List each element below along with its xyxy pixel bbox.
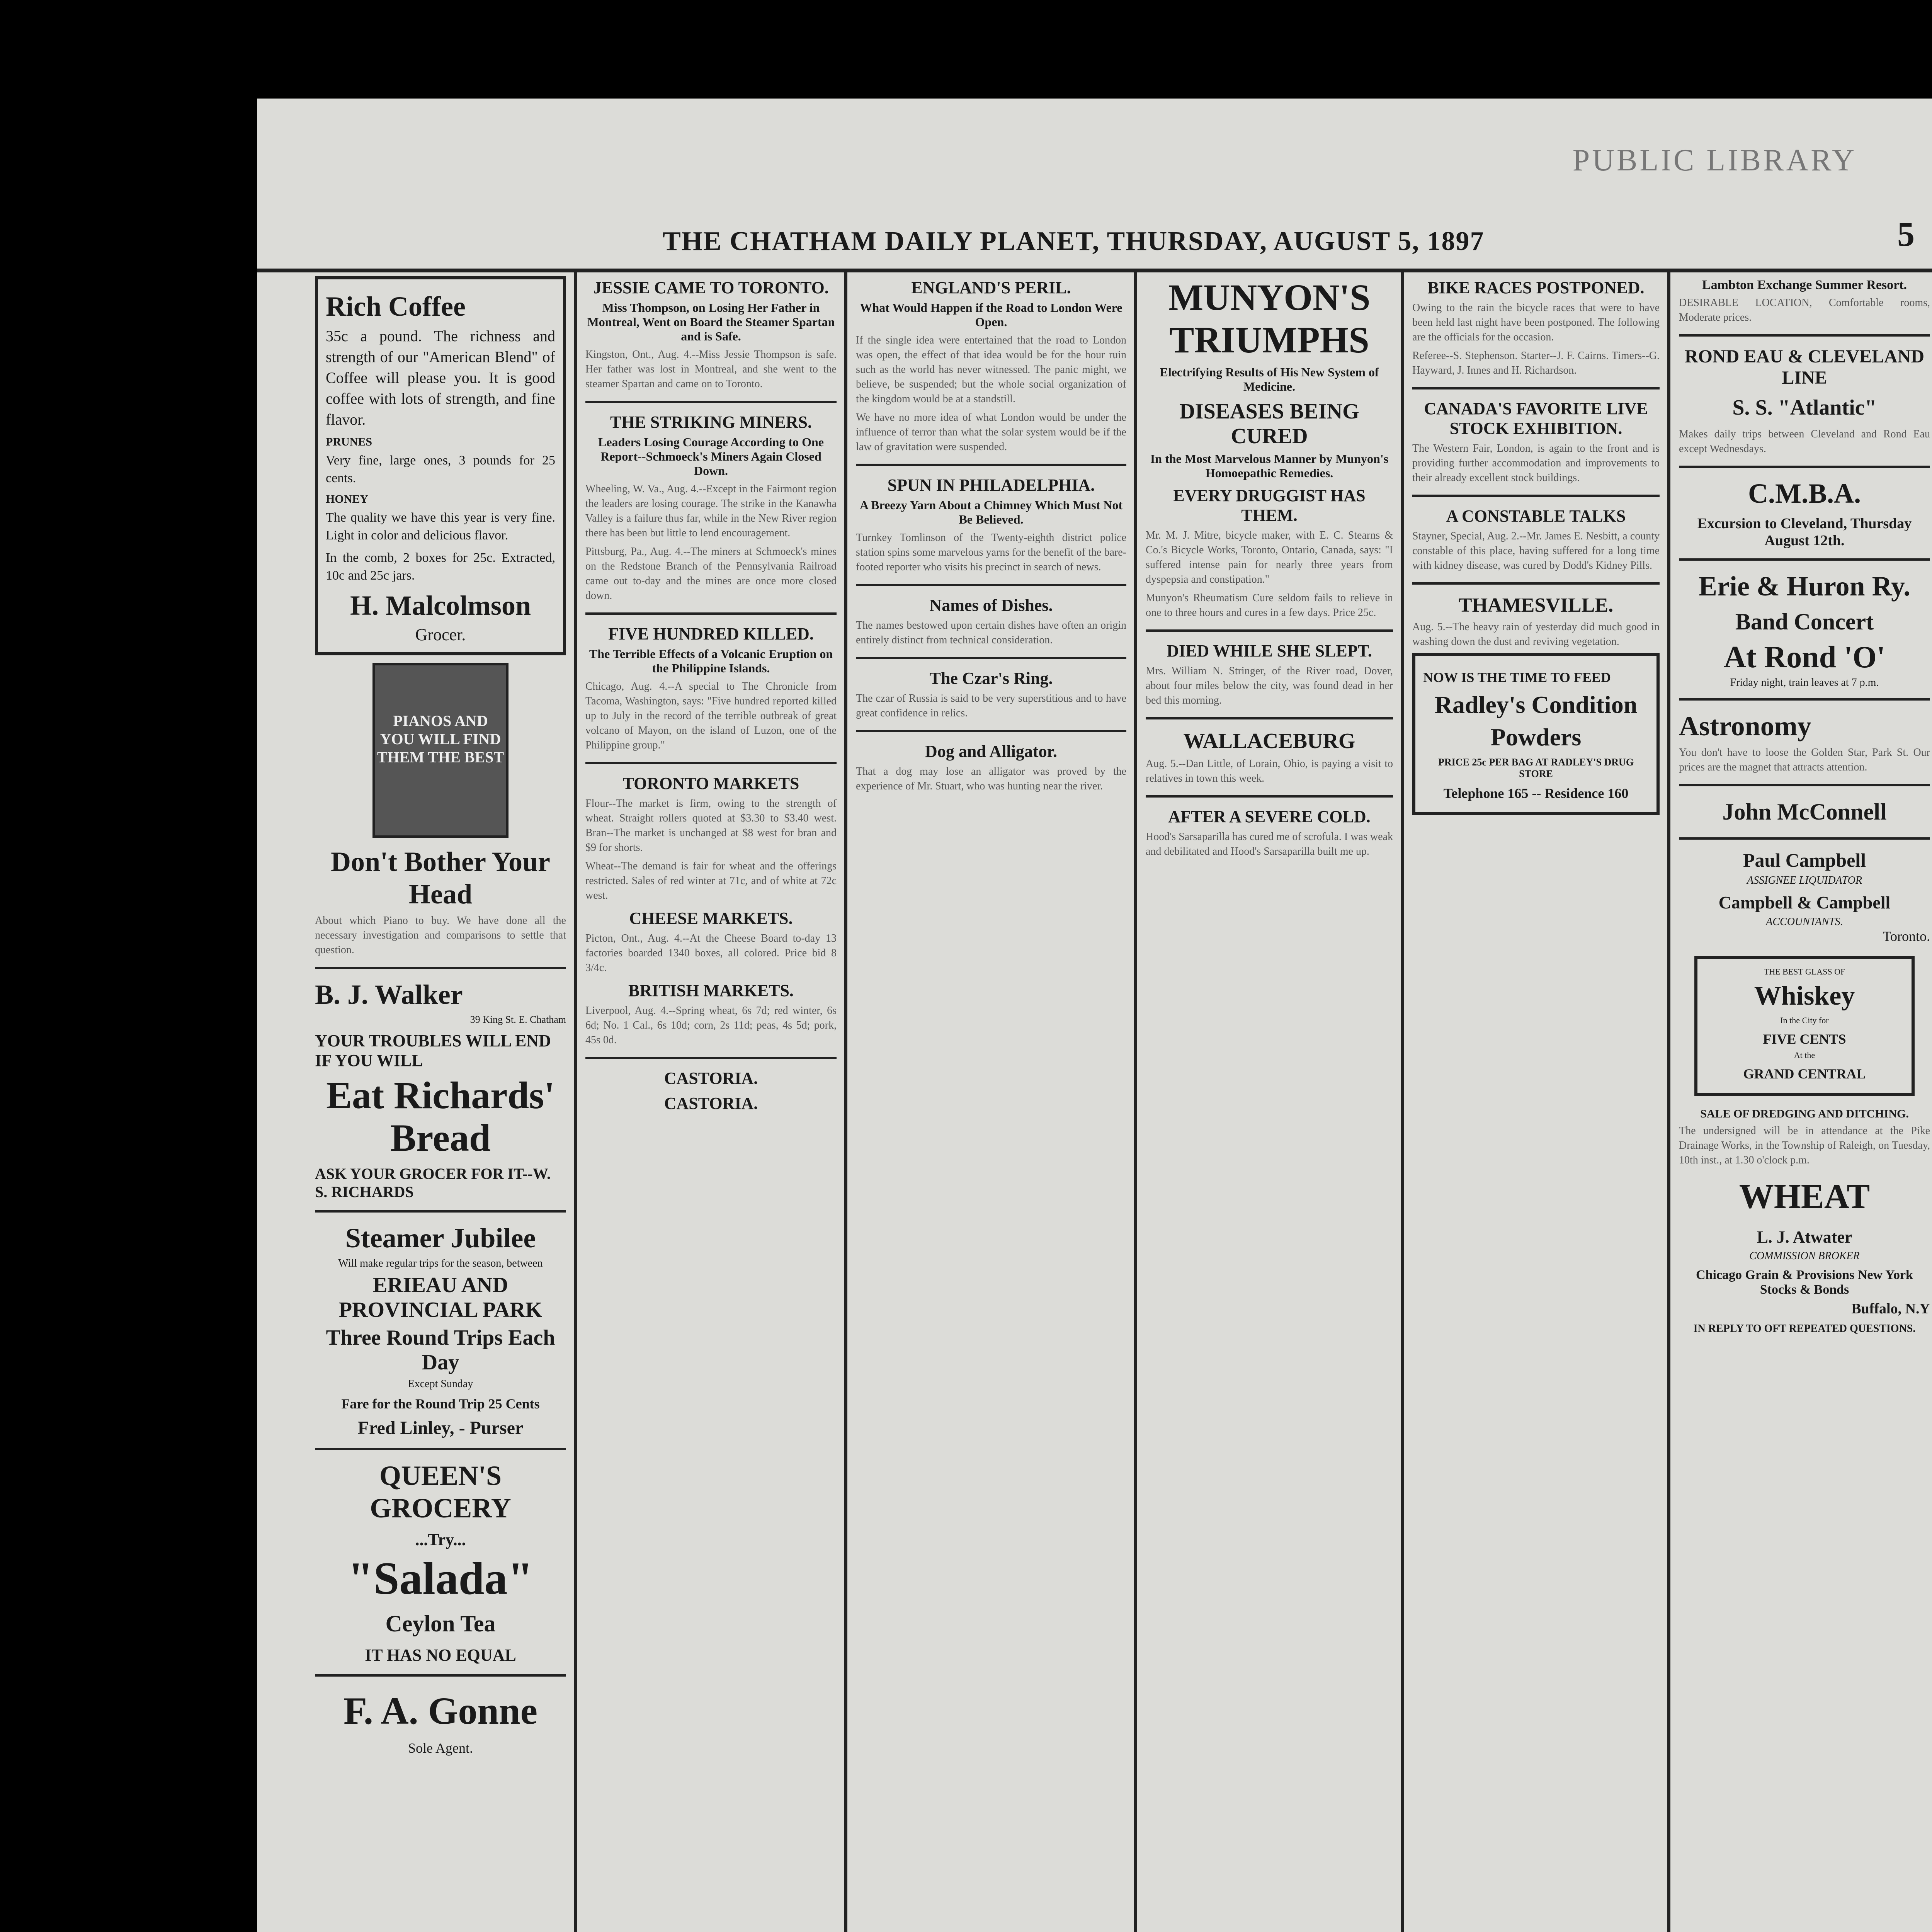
at-the: At the: [1794, 1050, 1815, 1060]
whiskey-ad: [1694, 956, 1915, 1096]
castoria-1: CASTORIA.: [664, 1069, 758, 1088]
radley-price: PRICE 25c PER BAG AT RADLEY'S DRUG STORE: [1438, 757, 1634, 779]
coffee-title: Rich Coffee: [326, 291, 466, 322]
column-rule: [1401, 272, 1404, 1932]
campbell-firm: Campbell & Campbell: [1718, 893, 1891, 912]
radley-ad: [1412, 653, 1660, 815]
diseases-cured: DISEASES BEING CURED: [1179, 400, 1359, 448]
headline-dog: Dog and Alligator.: [925, 742, 1057, 761]
newspaper-page: [257, 99, 1932, 1932]
castoria-2: CASTORIA.: [664, 1094, 758, 1113]
headline-bike: BIKE RACES POSTPONED.: [1427, 278, 1645, 297]
excursion-text: Excursion to Cleveland, Thursday August 12th.: [1697, 515, 1912, 549]
column-rule: [1667, 272, 1670, 1932]
page-number: 5: [1897, 215, 1915, 253]
column-5: BIKE RACES POSTPONED. Owing to the rain the bicycle races that were to have been held last night have been postponed. The following are the officials for the occasion. Referee--S. Stephenson. Starter--J. F. Cairns. Timers--G. Hayward, J. Innes and H. Richardson. CANADA'S FAVORITE LIVE STOCK EXHIBITION. The Western Fair, London, is again to the front and is providing further accommodation and improvements to their already excellent stock buildings. A CONSTABLE TALKS Stayner, Special, Aug. 2.--Mr. James E. Nesbitt, a county constable of this place, having suffered for a long time with kidney disease, was cured by Dodd's Kidney Pills. THAMESVILLE. Aug. 5.--The heavy rain of yesterday did much good in washing down the dust and reviving vegetation. NOW IS THE TIME TO FEED Radley's Condition Powders PRICE 25c PER BAG AT RADLEY'S DRUG STORE Telephone 165 -- Residence 160: [1412, 272, 1660, 1932]
headline-dishes: Names of Dishes.: [929, 596, 1053, 615]
assignee: ASSIGNEE LIQUIDATOR: [1747, 874, 1862, 886]
headline-czar: The Czar's Ring.: [929, 669, 1053, 688]
dredging-title: SALE OF DREDGING AND DITCHING.: [1700, 1107, 1909, 1120]
piano-text: PIANOS AND YOU WILL FIND THEM THE BEST: [377, 712, 504, 766]
grocer-name: H. Malcolmson: [350, 590, 531, 621]
gonne-name: F. A. Gonne: [343, 1689, 537, 1732]
piano-illustration: [372, 663, 509, 838]
headline-severe-cold: AFTER A SEVERE COLD.: [1168, 807, 1371, 826]
best-glass: THE BEST GLASS OF: [1764, 967, 1845, 976]
fare-text: Fare for the Round Trip 25 Cents: [341, 1396, 540, 1412]
every-druggist: EVERY DRUGGIST HAS THEM.: [1173, 486, 1366, 525]
atwater-name: L. J. Atwater: [1757, 1228, 1852, 1247]
headline-wallaceburg: WALLACEBURG: [1183, 729, 1355, 753]
commission-broker: COMMISSION BROKER: [1749, 1250, 1860, 1262]
no-equal: IT HAS NO EQUAL: [365, 1646, 516, 1665]
headline-jessie: JESSIE CAME TO TORONTO.: [593, 278, 829, 297]
reply-heading: IN REPLY TO OFT REPEATED QUESTIONS.: [1693, 1323, 1916, 1335]
column-6: Lambton Exchange Summer Resort. DESIRABLE LOCATION, Comfortable rooms, Moderate prices. ROND EAU & CLEVELAND LINE S. S. "Atlantic" Makes daily trips between Cleveland and Rond Eau except Wednesdays. C.M.B.A. Excursion to Cleveland, Thursday August 12th. Erie & Huron Ry. Band Concert At Rond 'O' Friday night, train leaves at 7 p.m. Astronomy You don't have to loose the Golden Star, Park St. Our prices are the magnet that attracts attention. John McConnell Paul Campbell ASSIGNEE LIQUIDATOR Campbell & Campbell ACCOUNTANTS. Toronto. THE BEST GLASS OF Whiskey In the City for FIVE CENTS At the GRAND CENTRAL SALE OF DREDGING AND DITCHING. The undersigned will be in attendance at the Pike Drainage Works, in the Township of Raleigh, on Tuesday, 10th inst., at 1.30 o'clock p.m. WHEAT L. J. Atwater COMMISSION BROKER Chicago Grain & Provisions New York Stocks & Bonds Buffalo, N.Y IN REPLY TO OFT REPEATED QUESTIONS.: [1679, 278, 1930, 1335]
rond-eau-line: ROND EAU & CLEVELAND LINE: [1684, 346, 1925, 388]
walker-address: 39 King St. E. Chatham: [470, 1014, 566, 1025]
column-4: MUNYON'S TRIUMPHS Electrifying Results of His New System of Medicine. DISEASES BEING CURED In the Most Marvelous Manner by Munyon's Homoepathic Remedies. EVERY DRUGGIST HAS THEM. Mr. M. J. Mitre, bicycle maker, with E. C. Stearns & Co.'s Bicycle Works, Toronto, Ontario, Canada, says: "I suffered intense pain for nearly three years from dyspepsia and constipation." Munyon's Rheumatism Cure seldom fails to relieve in one to three hours and cures in a few days. Price 25c. DIED WHILE SHE SLEPT. Mrs. William N. Stringer, of the River road, Dover, about four miles below the city, was found dead in her bed this morning. WALLACEBURG Aug. 5.--Dan Little, of Lorain, Ohio, is paying a visit to relatives in town this week. AFTER A SEVERE COLD. Hood's Sarsaparilla has cured me of scrofula. I was weak and debilitated and Hood's Sarsaparilla built me up.: [1146, 277, 1393, 857]
mcconnell-name: John McConnell: [1722, 799, 1887, 825]
wheat-title: WHEAT: [1739, 1177, 1870, 1216]
subhead-killed: The Terrible Effects of a Volcanic Eruption on the Philippine Islands.: [589, 647, 833, 675]
subhead-miners: Leaders Losing Courage According to One Report--Schmoeck's Miners Again Closed Down.: [598, 435, 824, 478]
bother-title: Don't Bother Your Head: [330, 846, 551, 910]
ceylon-tea: Ceylon Tea: [385, 1611, 496, 1636]
headline-british: BRITISH MARKETS.: [628, 981, 794, 1000]
radley-title: Radley's Condition Powders: [1434, 691, 1638, 751]
bread-title: Eat Richards' Bread: [326, 1074, 555, 1159]
chicago-grain: Chicago Grain & Provisions New York Stocks & Bonds: [1696, 1268, 1913, 1297]
sole-agent: Sole Agent.: [408, 1740, 473, 1756]
munyon-sub2: In the Most Marvelous Manner by Munyon's Homoepathic Remedies.: [1150, 452, 1389, 480]
friday-night: Friday night, train leaves at 7 p.m.: [1730, 677, 1879, 689]
band-concert: Band Concert: [1735, 609, 1874, 634]
headline-canada: CANADA'S FAVORITE LIVE STOCK EXHIBITION.: [1424, 399, 1648, 438]
astronomy-title: Astronomy: [1679, 711, 1811, 742]
campbell-name: Paul Campbell: [1743, 849, 1866, 871]
subhead-jessie: Miss Thompson, on Losing Her Father in Montreal, Went on Board the Steamer Spartan and is Safe.: [587, 301, 835, 343]
headline-killed: FIVE HUNDRED KILLED.: [608, 624, 814, 643]
radley-telephone: Telephone 165 -- Residence 160: [1443, 786, 1629, 801]
library-stamp: PUBLIC LIBRARY: [1572, 143, 1857, 177]
erieau-park: ERIEAU AND PROVINCIAL PARK: [338, 1273, 543, 1322]
try-text: ...Try...: [415, 1530, 466, 1549]
munyon-title: MUNYON'S TRIUMPHS: [1168, 277, 1371, 361]
round-trips: Three Round Trips Each Day: [326, 1326, 555, 1374]
except-sunday: Except Sunday: [408, 1378, 473, 1390]
column-rule: [574, 272, 577, 1932]
erie-title: Erie & Huron Ry.: [1698, 571, 1911, 602]
subhead-philadelphia: A Breezy Yarn About a Chimney Which Must Not Be Believed.: [859, 498, 1123, 526]
headline-toronto-markets: TORONTO MARKETS: [622, 774, 799, 793]
rond-o: At Rond 'O': [1724, 640, 1885, 674]
column-rule: [844, 272, 847, 1932]
headline-died: DIED WHILE SHE SLEPT.: [1167, 641, 1372, 660]
headline-england: ENGLAND'S PERIL.: [911, 278, 1071, 297]
prunes-label: PRUNES: [326, 435, 372, 448]
column-3: ENGLAND'S PERIL. What Would Happen if the Road to London Were Open. If the single idea were entertained that the road to London was open, the effect of that idea would be for the hour ruin such as the world has never witnessed. The panic might, we believe, be suspended; but the whole social organization of the kingdom would be at a standstill. We have no more idea of what London would be under the influence of terror than what the solar system would be if the law of gravitation were suspended. SPUN IN PHILADELPHIA. A Breezy Yarn About a Chimney Which Must Not Be Believed. Turnkey Tomlinson of the Twenty-eighth district police station spins some marvelous yarns for the benefit of the bare-footed reporter who visits his precinct in search of news. Names of Dishes. The names bestowed upon certain dishes have often an origin entirely distinct from technical consideration. The Czar's Ring. The czar of Russia is said to be very superstitious and to have great confidence in relics. Dog and Alligator. That a dog may lose an alligator was proved by the experience of Mr. Stuart, who was hunting near the river.: [856, 278, 1126, 792]
subhead-england: What Would Happen if the Road to London Were Open.: [860, 301, 1122, 329]
steamer-sub: Will make regular trips for the season, between: [338, 1257, 543, 1269]
column-1: Rich Coffee 35c a pound. The richness and strength of our "American Blend" of Coffee will please you. It is good coffee with lots of strength, and fine flavor. PRUNES Very fine, large ones, 3 pounds for 25 cents. HONEY The quality we have this year is very fine. Light in color and delicious flavor. In the comb, 2 boxes for 25c. Extracted, 10c and 25c jars. H. Malcolmson Grocer. PIANOS AND YOU WILL FIND THEM THE BEST Don't Bother Your Head About which Piano to buy. We have done all the necessary investigation and comparisons to settle that question. B. J. Walker 39 King St. E. Chatham YOUR TROUBLES WILL END IF YOU WILL Eat Richards' Bread ASK YOUR GROCER FOR IT--W. S. RICHARDS Steamer Jubilee Will make regular trips for the season, between ERIEAU AND PROVINCIAL PARK Three Round Trips Each Day Except Sunday Fare for the Round Trip 25 Cents Fred Linley, - Purser QUEEN'S GROCERY ...Try... "Salada" Ceylon Tea IT HAS NO EQUAL F. A. Gonne Sole Agent.: [315, 272, 566, 1932]
lambton-title: Lambton Exchange Summer Resort.: [1702, 278, 1907, 292]
masthead-title: THE CHATHAM DAILY PLANET, THURSDAY, AUGUST 5, 1897: [663, 226, 1485, 256]
salada-title: "Salada": [347, 1553, 534, 1604]
cmba-title: C.M.B.A.: [1748, 478, 1861, 509]
troubles-text: YOUR TROUBLES WILL END IF YOU WILL: [315, 1031, 551, 1070]
atlantic-name: S. S. "Atlantic": [1732, 396, 1877, 420]
accountants: ACCOUNTANTS.: [1766, 916, 1843, 928]
now-time: NOW IS THE TIME TO FEED: [1423, 670, 1611, 685]
column-2: JESSIE CAME TO TORONTO. Miss Thompson, on Losing Her Father in Montreal, Went on Board the Steamer Spartan and is Safe. Kingston, Ont., Aug. 4.--Miss Jessie Thompson is safe. Her father was lost in Montreal, and she went to the steamer Spartan and came on to Toronto. THE STRIKING MINERS. Leaders Losing Courage According to One Report--Schmoeck's Miners Again Closed Down. Wheeling, W. Va., Aug. 4.--Except in the Fairmont region the leaders are losing courage. The strike in the Kanawha Valley is a failure thus far, while in the New River region there has been but little to lend encouragement. Pittsburg, Pa., Aug. 4.--The miners at Schmoeck's mines on the Redstone Branch of the Pennsylvania Railroad came out to-day and the mines are once more closed down. FIVE HUNDRED KILLED. The Terrible Effects of a Volcanic Eruption on the Philippine Islands. Chicago, Aug. 4.--A special to The Chronicle from Tacoma, Washington, says: "Five hundred reported killed up to July in the record of the terrible outbreak of great volcano of Mayon, on the island of Luzon, one of the Philippine group." TORONTO MARKETS Flour--The market is firm, owing to the strength of wheat. Straight rollers quoted at $3.30 to $3.40 west. Bran--The market is unchanged at $8 west for bran and $9 for shorts. Wheat--The demand is fair for wheat and the offerings restricted. Sales of red winter at 71c, and of white at 72c west. CHEESE MARKETS. Picton, Ont., Aug. 4.--At the Cheese Board to-day 13 factories boarded 1340 boxes, all colored. Price bid 8 3/4c. BRITISH MARKETS. Liverpool, Aug. 4.--Spring wheat, 6s 7d; red winter, 6s 6d; No. 1 Cal., 6s 10d; corn, 2s 11d; peas, 4s 5d; pork, 45s 0d. CASTORIA. CASTORIA.: [585, 278, 837, 1113]
honey-price: In the comb, 2 boxes for 25c. Extracted, 10c and 25c jars.: [326, 551, 555, 583]
column-rule: [1134, 272, 1137, 1932]
five-cents: FIVE CENTS: [1763, 1031, 1846, 1047]
headline-cheese: CHEESE MARKETS.: [629, 909, 793, 928]
headline-philadelphia: SPUN IN PHILADELPHIA.: [887, 476, 1095, 495]
in-city: In the City for: [1780, 1015, 1829, 1025]
honey-label: HONEY: [326, 493, 369, 505]
headline-miners: THE STRIKING MINERS.: [610, 413, 812, 432]
buffalo-label: Buffalo, N.Y: [1851, 1301, 1930, 1317]
munyon-sub: Electrifying Results of His New System of Medicine.: [1160, 365, 1379, 393]
coffee-ad: [315, 276, 566, 655]
toronto-label: Toronto.: [1883, 929, 1930, 944]
prunes-text: Very fine, large ones, 3 pounds for 25 cents.: [326, 453, 555, 485]
grocer-label: Grocer.: [415, 625, 466, 644]
headline-constable: A CONSTABLE TALKS: [1446, 507, 1626, 526]
queens-grocery: QUEEN'S GROCERY: [370, 1460, 511, 1524]
steamer-title: Steamer Jubilee: [345, 1223, 536, 1253]
headline-thamesville: THAMESVILLE.: [1458, 594, 1614, 616]
coffee-text: 35c a pound. The richness and strength of our "American Blend" of Coffee will please you. It is good coffee with lots of strength, and fine flavor.: [326, 327, 555, 428]
grand-central: GRAND CENTRAL: [1743, 1066, 1866, 1082]
purser-name: Fred Linley, - Purser: [357, 1418, 524, 1438]
page-header: [257, 99, 1932, 272]
ask-grocer: ASK YOUR GROCER FOR IT--W. S. RICHARDS: [315, 1165, 551, 1201]
walker-name: B. J. Walker: [315, 979, 463, 1010]
honey-text: The quality we have this year is very fine. Light in color and delicious flavor.: [326, 510, 555, 543]
whiskey-title: Whiskey: [1754, 981, 1855, 1011]
